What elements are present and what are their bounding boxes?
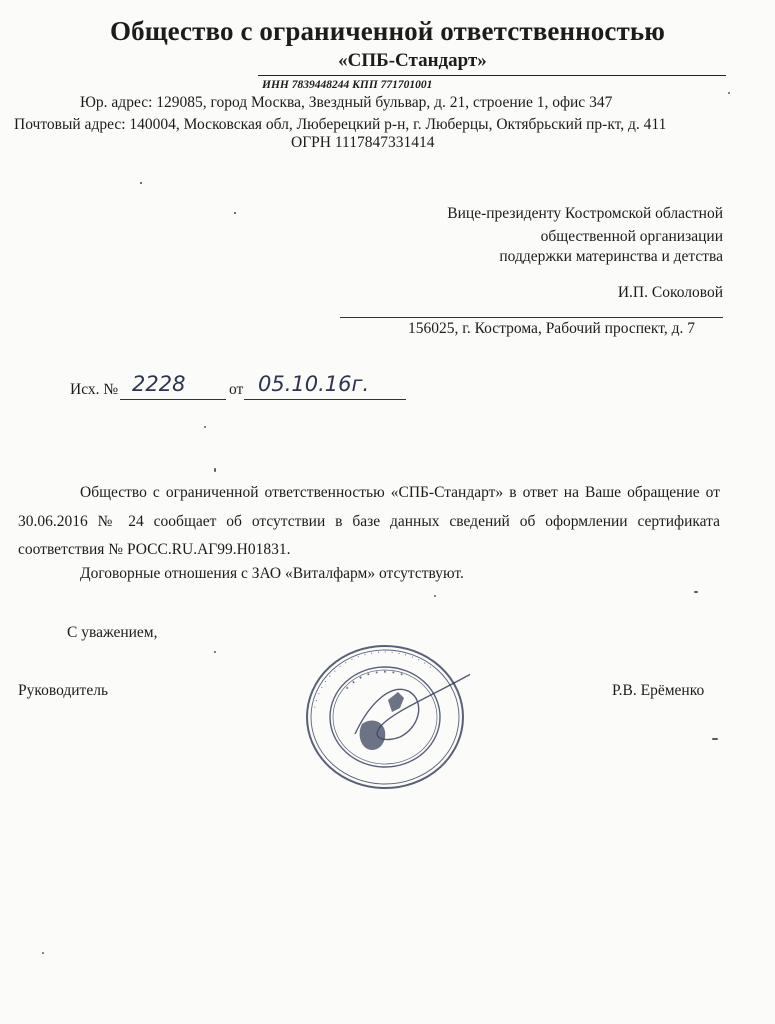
scan-speck bbox=[694, 591, 698, 593]
recipient-divider bbox=[340, 317, 723, 318]
scan-speck bbox=[728, 92, 730, 94]
closing-regards: С уважением, bbox=[67, 624, 158, 641]
recipient-line-1: Вице-президенту Костромской областной bbox=[447, 205, 723, 222]
svg-text:· · · · · · · ·: · · · · · · · · bbox=[342, 666, 406, 694]
body-paragraph-1: Общество с ограниченной ответственностью «СПБ-Стандарт» в ответ на Ваше обращение от 30.06.2016 № 24 сообщает об отсутствии в базе данных сведений об оформлении сертификата соответствия № РОСС.RU.АГ99.Н01831. bbox=[18, 484, 720, 558]
scan-speck bbox=[204, 426, 206, 428]
company-seal bbox=[300, 642, 470, 792]
postal-address: Почтовый адрес: 140004, Московская обл, Люберецкий р-н, г. Люберцы, Октябрьский пр-кт, д. 411 bbox=[14, 116, 667, 133]
recipient-line-3: поддержки материнства и детства bbox=[499, 248, 723, 265]
scan-speck bbox=[42, 952, 44, 954]
svg-text:· · · · · · · · · · · · · · ·: · · · · · · · · · · · · · · · · · · · · · · bbox=[310, 647, 435, 710]
scan-speck bbox=[712, 738, 718, 740]
recipient-address: 156025, г. Кострома, Рабочий проспект, д. 7 bbox=[408, 320, 695, 337]
scan-speck bbox=[434, 595, 436, 597]
outgoing-date-handwritten: 05.10.16г. bbox=[244, 370, 406, 400]
scan-speck bbox=[234, 212, 236, 214]
inn-kpp: ИНН 7839448244 КПП 771701001 bbox=[262, 79, 433, 91]
scan-speck bbox=[214, 651, 216, 653]
body-paragraph-2: Договорные отношения с ЗАО «Виталфарм» отсутствуют. bbox=[80, 565, 464, 582]
signatory-name: Р.В. Ерёменко bbox=[612, 682, 705, 699]
legal-address: Юр. адрес: 129085, город Москва, Звездный бульвар, д. 21, строение 1, офис 347 bbox=[80, 94, 613, 111]
org-title: Общество с ограниченной ответственностью bbox=[110, 16, 665, 46]
recipient-line-2: общественной организации bbox=[540, 228, 723, 245]
outgoing-number-label: Исх. № bbox=[70, 381, 119, 398]
ogrn: ОГРН 1117847331414 bbox=[291, 134, 435, 151]
seal-stamp-graphic bbox=[300, 642, 470, 792]
scan-speck bbox=[214, 468, 216, 472]
recipient-name: И.П. Соколовой bbox=[617, 284, 723, 301]
outgoing-number-handwritten: 2228 bbox=[120, 370, 226, 400]
org-short-name: «СПБ-Стандарт» bbox=[338, 50, 487, 71]
outgoing-date-label: от bbox=[229, 381, 244, 398]
signatory-role: Руководитель bbox=[18, 682, 109, 699]
scan-speck bbox=[140, 182, 142, 184]
letterhead-divider bbox=[258, 75, 726, 76]
